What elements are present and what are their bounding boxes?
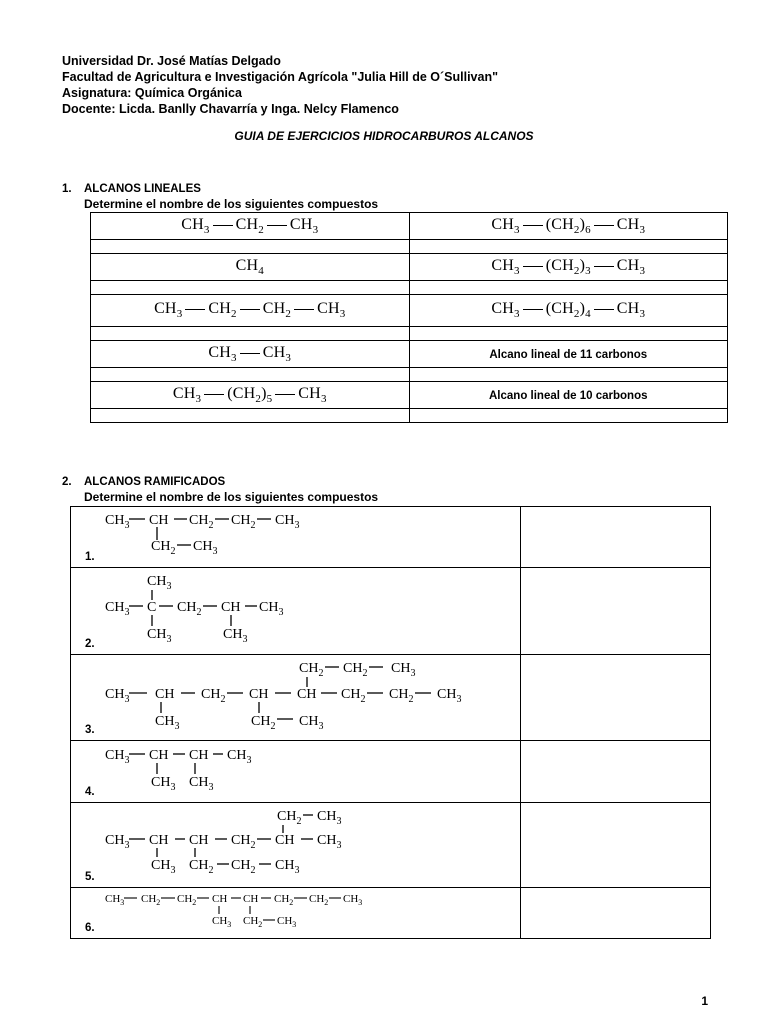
- course-name: Asignatura: Química Orgánica: [62, 86, 242, 100]
- answer-cell[interactable]: [91, 409, 410, 423]
- svg-text:CH: CH: [243, 893, 259, 905]
- structure-3-drawing: [71, 655, 522, 741]
- structure-cell: [71, 741, 521, 803]
- svg-text:CH3: $CH_3$: [259, 600, 284, 618]
- branched-alkanes-table: [70, 506, 711, 939]
- item-number: 1.: [85, 551, 95, 563]
- svg-text:CH3: $CH_3$: [105, 893, 125, 907]
- svg-text:CH: CH: [275, 833, 295, 848]
- answer-cell[interactable]: [91, 281, 410, 295]
- structure-cell: [71, 507, 521, 568]
- svg-text:CH2: $CH_2$: [177, 600, 202, 618]
- formula-cell: $CH_3$ $(CH_2)_3$ $CH_3$: [409, 254, 728, 281]
- faculty-name: Facultad de Agricultura e Investigación Agrícola "Julia Hill de O´Sullivan": [62, 70, 499, 84]
- item-number: 3.: [85, 724, 95, 736]
- structure-2-drawing: [71, 568, 522, 655]
- svg-text:CH: CH: [149, 833, 169, 848]
- svg-text:CH2: $CH_2$: [243, 915, 263, 929]
- answer-cell[interactable]: [91, 327, 410, 341]
- item-number: 2.: [85, 638, 95, 650]
- answer-cell[interactable]: [91, 368, 410, 382]
- svg-text:CH3: $CH_3$: [275, 513, 300, 531]
- formula-cell: $CH_3$ $CH_2$ $CH_2$ $CH_3$: [91, 295, 410, 327]
- page-title: GUIA DE EJERCICIOS HIDROCARBUROS ALCANOS: [234, 129, 534, 143]
- section-1-heading: [62, 183, 201, 195]
- svg-text:CH3: $CH_3$: [212, 915, 232, 929]
- svg-text:CH3: $CH_3$: [155, 714, 180, 732]
- section-2-number: 2.: [62, 476, 72, 488]
- svg-text:CH2: $CH_2$: [231, 858, 256, 876]
- svg-text:CH: CH: [212, 893, 228, 905]
- formula-cell: $CH_3$ $CH_2$ $CH_3$: [91, 213, 410, 240]
- structure-cell: [71, 655, 521, 741]
- structure-cell: [71, 803, 521, 888]
- svg-text:CH2: $CH_2$: [231, 833, 256, 851]
- svg-text:CH2: $CH_2$: [201, 687, 226, 705]
- svg-text:CH2: $CH_2$: [309, 893, 329, 907]
- svg-text:CH2: $CH_2$: [231, 513, 256, 531]
- svg-text:CH: CH: [155, 687, 175, 702]
- university-name: Universidad Dr. José Matías Delgado: [62, 54, 281, 68]
- section-1-number: 1.: [62, 183, 72, 195]
- section-2-heading: [62, 476, 225, 488]
- svg-text:CH2: $CH_2$: [251, 714, 276, 732]
- svg-text:CH2: $CH_2$: [189, 513, 214, 531]
- answer-cell[interactable]: [520, 803, 710, 888]
- svg-text:CH: CH: [221, 600, 241, 615]
- answer-cell[interactable]: [409, 327, 728, 341]
- item-number: 4.: [85, 786, 95, 798]
- answer-cell[interactable]: [409, 409, 728, 423]
- answer-cell[interactable]: [520, 741, 710, 803]
- section-1-title: ALCANOS LINEALES: [84, 183, 201, 195]
- svg-text:CH2: $CH_2$: [341, 687, 366, 705]
- section-2-instruction: Determine el nombre de los siguientes compuestos: [84, 490, 379, 504]
- svg-text:CH3: $CH_3$: [391, 661, 416, 679]
- svg-text:CH3: $CH_3$: [151, 858, 176, 876]
- text-cell: [409, 341, 728, 368]
- item-number: 6.: [85, 922, 95, 934]
- svg-text:CH3: $CH_3$: [317, 833, 342, 851]
- answer-cell[interactable]: [409, 368, 728, 382]
- answer-cell[interactable]: [409, 240, 728, 254]
- svg-text:CH3: $CH_3$: [277, 915, 297, 929]
- svg-text:CH2: $CH_2$: [141, 893, 161, 907]
- teachers: Docente: Licda. Banlly Chavarría y Inga. Nelcy Flamenco: [62, 102, 399, 116]
- section-2-title: ALCANOS RAMIFICADOS: [84, 476, 226, 488]
- svg-text:CH3: $CH_3$: [105, 600, 130, 618]
- svg-text:CH3: $CH_3$: [105, 687, 130, 705]
- answer-cell[interactable]: [520, 888, 710, 939]
- svg-text:CH: CH: [149, 513, 169, 528]
- svg-text:CH3: $CH_3$: [317, 809, 342, 827]
- structure-1-drawing: [71, 507, 522, 568]
- formula-cell: $CH_3$ $(CH_2)_4$ $CH_3$: [409, 295, 728, 327]
- formula-cell: $CH_3$ $(CH_2)_5$ $CH_3$: [91, 382, 410, 409]
- svg-text:CH3: $CH_3$: [227, 748, 252, 766]
- svg-text:CH: CH: [149, 748, 169, 763]
- structure-5-drawing: [71, 803, 522, 888]
- svg-text:CH2: $CH_2$: [274, 893, 294, 907]
- svg-text:CH: CH: [189, 833, 209, 848]
- svg-text:CH2: $CH_2$: [151, 539, 176, 557]
- answer-cell[interactable]: [520, 568, 710, 655]
- page-number: 1: [701, 994, 708, 1008]
- svg-text:CH3: $CH_3$: [105, 748, 130, 766]
- structure-6-drawing: [71, 888, 522, 939]
- svg-text:CH2: $CH_2$: [189, 858, 214, 876]
- formula-cell: $CH_4$: [91, 254, 410, 281]
- answer-cell[interactable]: [520, 507, 710, 568]
- structure-cell: [71, 568, 521, 655]
- svg-text:CH3: $CH_3$: [343, 893, 363, 907]
- svg-text:CH3: $CH_3$: [147, 627, 172, 645]
- structure-cell: [71, 888, 521, 939]
- svg-text:CH2: $CH_2$: [343, 661, 368, 679]
- svg-text:CH3: $CH_3$: [105, 833, 130, 851]
- svg-text:CH3: $CH_3$: [151, 775, 176, 793]
- linear-alkanes-table: [90, 212, 728, 423]
- svg-text:CH2: $CH_2$: [299, 661, 324, 679]
- svg-text:CH2: $CH_2$: [389, 687, 414, 705]
- svg-text:CH2: $CH_2$: [277, 809, 302, 827]
- answer-cell[interactable]: [409, 281, 728, 295]
- svg-text:CH3: $CH_3$: [299, 714, 324, 732]
- text-cell: [409, 382, 728, 409]
- svg-text:CH3: $CH_3$: [223, 627, 248, 645]
- structure-4-drawing: [71, 741, 522, 803]
- svg-text:CH3: $CH_3$: [437, 687, 462, 705]
- svg-text:C: C: [147, 600, 157, 615]
- formula-cell: $CH_3$ $CH_3$: [91, 341, 410, 368]
- svg-text:CH3: $CH_3$: [189, 775, 214, 793]
- text-cell-label: Alcano lineal de 11 carbonos: [489, 349, 648, 361]
- svg-text:CH3: $CH_3$: [275, 858, 300, 876]
- svg-text:CH2: $CH_2$: [177, 893, 197, 907]
- svg-text:CH: CH: [189, 748, 209, 763]
- svg-text:CH3: $CH_3$: [193, 539, 218, 557]
- item-number: 5.: [85, 871, 95, 883]
- svg-text:CH3: $CH_3$: [147, 574, 172, 592]
- answer-cell[interactable]: [91, 240, 410, 254]
- answer-cell[interactable]: [520, 655, 710, 741]
- svg-text:CH: CH: [249, 687, 269, 702]
- formula-cell: $CH_3$ $(CH_2)_6$ $CH_3$: [409, 213, 728, 240]
- svg-text:CH3: $CH_3$: [105, 513, 130, 531]
- text-cell-label: Alcano lineal de 10 carbonos: [489, 390, 648, 402]
- section-1-instruction: Determine el nombre de los siguientes compuestos: [84, 197, 379, 211]
- svg-text:CH: CH: [297, 687, 317, 702]
